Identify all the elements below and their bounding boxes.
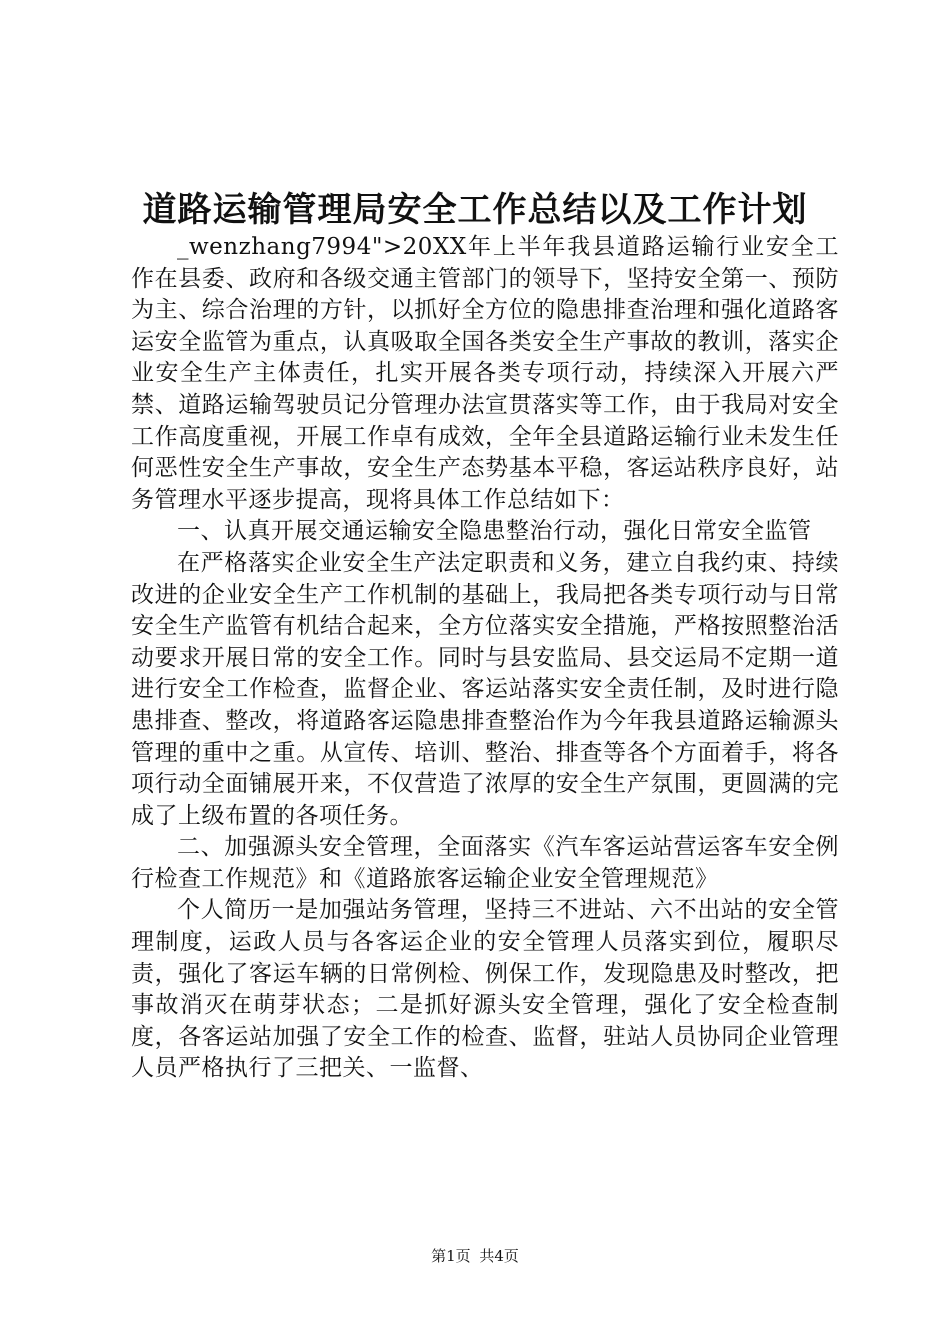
- document-title: 道路运输管理局安全工作总结以及工作计划: [142, 190, 808, 230]
- section-heading-2: 二、加强源头安全管理，全面落实《汽车客运站营运客车安全例行检查工作规范》和《道路旅客运输企业安全管理规范》: [131, 834, 839, 892]
- section-paragraph-2: 个人简历一是加强站务管理，坚持三不进站、六不出站的安全管理制度，运政人员与各客运企业的安全管理人员落实到位，履职尽责，强化了客运车辆的日常例检、例保工作，发现隐患及时整改，把事故消灭在萌芽状态；二是抓好源头安全管理，强化了安全检查制度，各客运站加强了安全工作的检查、监督，驻站人员协同企业管理人员严格执行了三把关、一监督、: [131, 897, 839, 1082]
- section-paragraph-1: 在严格落实企业安全生产法定职责和义务，建立自我约束、持续改进的企业安全生产工作机制的基础上，我局把各类专项行动与日常安全生产监管有机结合起来，全方位落实安全措施，严格按照整治活动要求开展日常的安全工作。同时与县安监局、县交运局不定期一道进行安全工作检查，监督企业、客运站落实安全责任制，及时进行隐患排查、整改，将道路客运隐患排查整治作为今年我县道路运输源头管理的重中之重。从宣传、培训、整治、排查等各个方面着手，将各项行动全面铺展开来，不仅营造了浓厚的安全生产氛围，更圆满的完成了上级布置的各项任务。: [131, 549, 839, 829]
- intro-paragraph: _wenzhang7994">20XX年上半年我县道路运输行业安全工作在县委、政府和各级交通主管部门的领导下，坚持安全第一、预防为主、综合治理的方针，以抓好全方位的隐患排查治理和强化道路客运安全监管为重点，认真吸取全国各类安全生产事故的教训，落实企业安全生产主体责任，扎实开展各类专项行动，持续深入开展六严禁、道路运输驾驶员记分管理办法宣贯落实等工作，由于我局对安全工作高度重视，开展工作卓有成效，全年全县道路运输行业未发生任何恶性安全生产事故，安全生产态势基本平稳，客运站秩序良好，站务管理水平逐步提高，现将具体工作总结如下：: [131, 234, 839, 513]
- page-number: 第1页: [431, 1247, 471, 1265]
- section-heading-1: 一、认真开展交通运输安全隐患整治行动，强化日常安全监管: [177, 518, 812, 545]
- document-body: [131, 232, 839, 1085]
- page-footer: [0, 1246, 950, 1266]
- page-total: 共4页: [479, 1247, 519, 1265]
